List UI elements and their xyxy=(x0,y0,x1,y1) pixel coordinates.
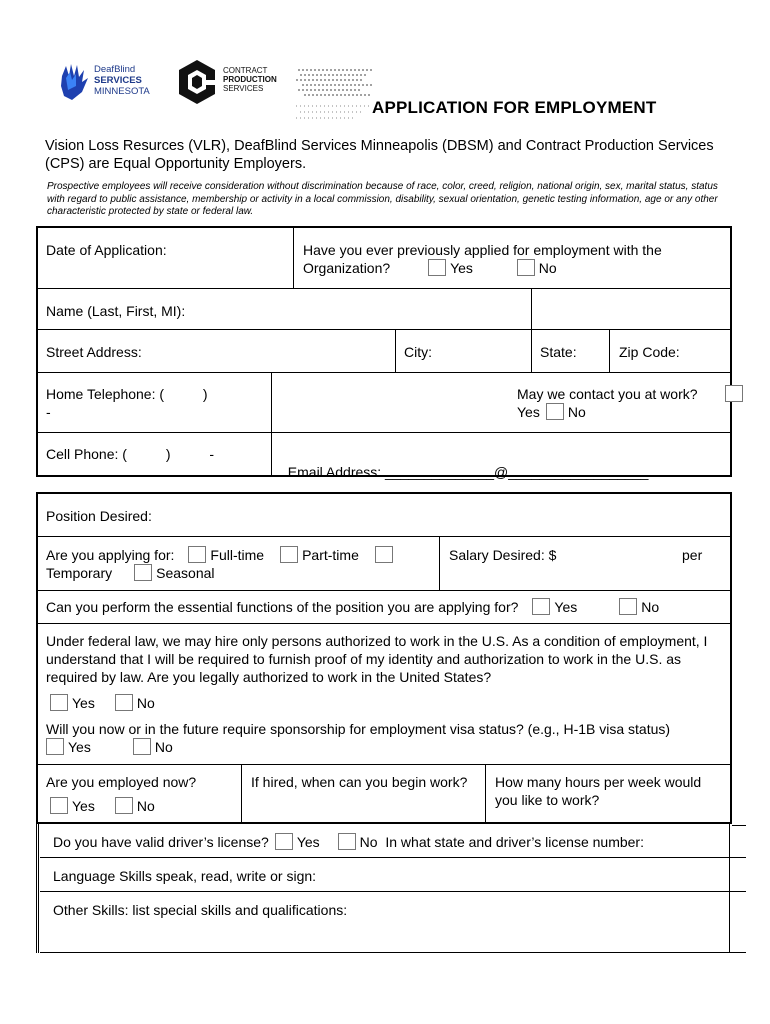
hexagon-logo-icon xyxy=(176,58,218,106)
email-address-tail: ______ xyxy=(601,464,649,480)
previously-applied-yes-checkbox[interactable] xyxy=(428,259,446,276)
salary-desired-field[interactable]: Salary Desired: $ xyxy=(449,547,557,563)
other-skills-field[interactable]: Other Skills: list special skills and qualifications: xyxy=(53,902,348,918)
employed-now-question: Are you employed now? xyxy=(46,774,197,790)
previously-applied-no-checkbox[interactable] xyxy=(517,259,535,276)
authorized-no-label: No xyxy=(136,695,155,711)
date-of-application-field[interactable]: Date of Application: xyxy=(46,242,167,258)
essential-no-checkbox[interactable] xyxy=(619,598,637,615)
license-no-checkbox[interactable] xyxy=(338,833,356,850)
full-time-label: Full-time xyxy=(210,547,265,563)
seasonal-label: Seasonal xyxy=(156,565,215,581)
sponsorship-yes-label: Yes xyxy=(68,739,91,755)
work-authorization-options xyxy=(50,694,155,712)
essential-yes-label: Yes xyxy=(554,599,578,615)
home-telephone-dash: - xyxy=(46,404,51,420)
previously-applied-question xyxy=(303,241,723,277)
page-title: APPLICATION FOR EMPLOYMENT xyxy=(372,98,657,117)
salary-per-label: per xyxy=(682,547,703,563)
temporary-label: Temporary xyxy=(46,565,113,581)
part-time-checkbox[interactable] xyxy=(280,546,298,563)
contact-at-work-yes-label: Yes xyxy=(517,404,540,420)
name-field[interactable]: Name (Last, First, MI): xyxy=(46,303,186,319)
language-skills-field[interactable]: Language Skills speak, read, write or sign: xyxy=(53,868,317,884)
essential-functions-question xyxy=(46,598,726,616)
essential-yes-checkbox[interactable] xyxy=(532,598,550,615)
home-telephone-label: Home Telephone: ( ) xyxy=(46,386,208,402)
drivers-license-label: Do you have valid driver’s license? xyxy=(53,834,269,850)
intro-paragraph: Vision Loss Resurces (VLR), DeafBlind Services Minneapolis (DBSM) and Contract Production Services (CPS) are Equal Opportunity Employers. xyxy=(45,138,714,172)
logo-deafblind-line3: MINNESOTA xyxy=(94,86,150,97)
employed-now-options xyxy=(50,797,155,815)
essential-functions-label: Can you perform the essential functions of the position you are applying for? xyxy=(46,599,519,615)
zip-code-field[interactable]: Zip Code: xyxy=(619,344,680,360)
license-yes-checkbox[interactable] xyxy=(275,833,293,850)
previously-applied-yes-label: Yes xyxy=(450,260,473,276)
employed-no-label: No xyxy=(136,798,155,814)
previously-applied-no-label: No xyxy=(538,260,557,276)
seasonal-checkbox[interactable] xyxy=(134,564,152,581)
full-time-checkbox[interactable] xyxy=(188,546,206,563)
authorized-yes-label: Yes xyxy=(72,695,95,711)
contact-at-work-no-checkbox[interactable] xyxy=(546,403,564,420)
employed-yes-label: Yes xyxy=(72,798,95,814)
applying-for-label: Are you applying for: xyxy=(46,547,175,563)
work-authorization-text: Under federal law, we may hire only persons authorized to work in the U.S. As a condition of employment, I understand that I will be required to furnish proof of my identity and authorization to work in the U.S. as required by law. Are you legally authorized to work in the United States? xyxy=(46,633,708,685)
position-desired-field[interactable]: Position Desired: xyxy=(46,508,152,524)
contact-at-work-question xyxy=(517,385,732,421)
authorized-no-checkbox[interactable] xyxy=(115,694,133,711)
license-no-label: No xyxy=(359,834,378,850)
distorted-logo-artifact xyxy=(294,66,376,122)
section3-left-border xyxy=(36,823,39,953)
email-address-label: Email Address: ______________@____________ xyxy=(287,464,602,480)
part-time-label: Part-time xyxy=(302,547,359,563)
street-address-field[interactable]: Street Address: xyxy=(46,344,142,360)
employed-no-checkbox[interactable] xyxy=(115,797,133,814)
hours-per-week-field[interactable]: How many hours per week would you like to work? xyxy=(495,774,702,808)
logo-contract-line2: PRODUCTION xyxy=(223,75,277,84)
essential-no-label: No xyxy=(641,599,660,615)
logo-contract-line1: CONTRACT xyxy=(223,66,268,75)
city-field[interactable]: City: xyxy=(404,344,432,360)
temporary-checkbox[interactable] xyxy=(375,546,393,563)
logo-contract-line3: SERVICES xyxy=(223,84,264,93)
sponsorship-options xyxy=(46,738,173,756)
authorized-yes-checkbox[interactable] xyxy=(50,694,68,711)
previously-applied-label: Have you ever previously applied for employment with the Organization? xyxy=(303,242,662,276)
sponsorship-yes-checkbox[interactable] xyxy=(46,738,64,755)
contact-at-work-no-label: No xyxy=(567,404,586,420)
license-yes-label: Yes xyxy=(296,834,320,850)
logo-deafblind-line1: DeafBlind xyxy=(94,64,136,75)
employed-yes-checkbox[interactable] xyxy=(50,797,68,814)
logo-deafblind-line2: SERVICES xyxy=(94,75,142,86)
hands-icon xyxy=(58,62,92,102)
drivers-license-question xyxy=(53,833,723,851)
state-field[interactable]: State: xyxy=(540,344,577,360)
contact-at-work-yes-checkbox[interactable] xyxy=(725,385,743,402)
sponsorship-no-label: No xyxy=(154,739,173,755)
home-telephone-field[interactable] xyxy=(46,385,266,421)
deafblind-services-logo xyxy=(58,62,168,102)
cell-phone-field[interactable]: Cell Phone: ( ) - xyxy=(46,446,215,462)
sponsorship-no-checkbox[interactable] xyxy=(133,738,151,755)
license-state-label: In what state and driver’s license number: xyxy=(385,834,644,850)
email-address-field[interactable] xyxy=(280,445,648,481)
contact-at-work-label: May we contact you at work? xyxy=(517,386,698,402)
applying-for-question xyxy=(46,546,436,582)
contract-production-logo xyxy=(176,58,296,106)
eeo-fine-print: Prospective employees will receive consideration without discrimination because of race, color, creed, religion, national origin, sex, marital status, status with regard to public assistance, membership or activity in a local commission, disability, sexual orientation, genetic testing information, age or any other characteristic protected by state or federal law. xyxy=(47,181,718,217)
sponsorship-question: Will you now or in the future require sponsorship for employment visa status? (e.g., H-1B visa status) xyxy=(46,721,671,737)
start-date-field[interactable]: If hired, when can you begin work? xyxy=(251,774,468,790)
